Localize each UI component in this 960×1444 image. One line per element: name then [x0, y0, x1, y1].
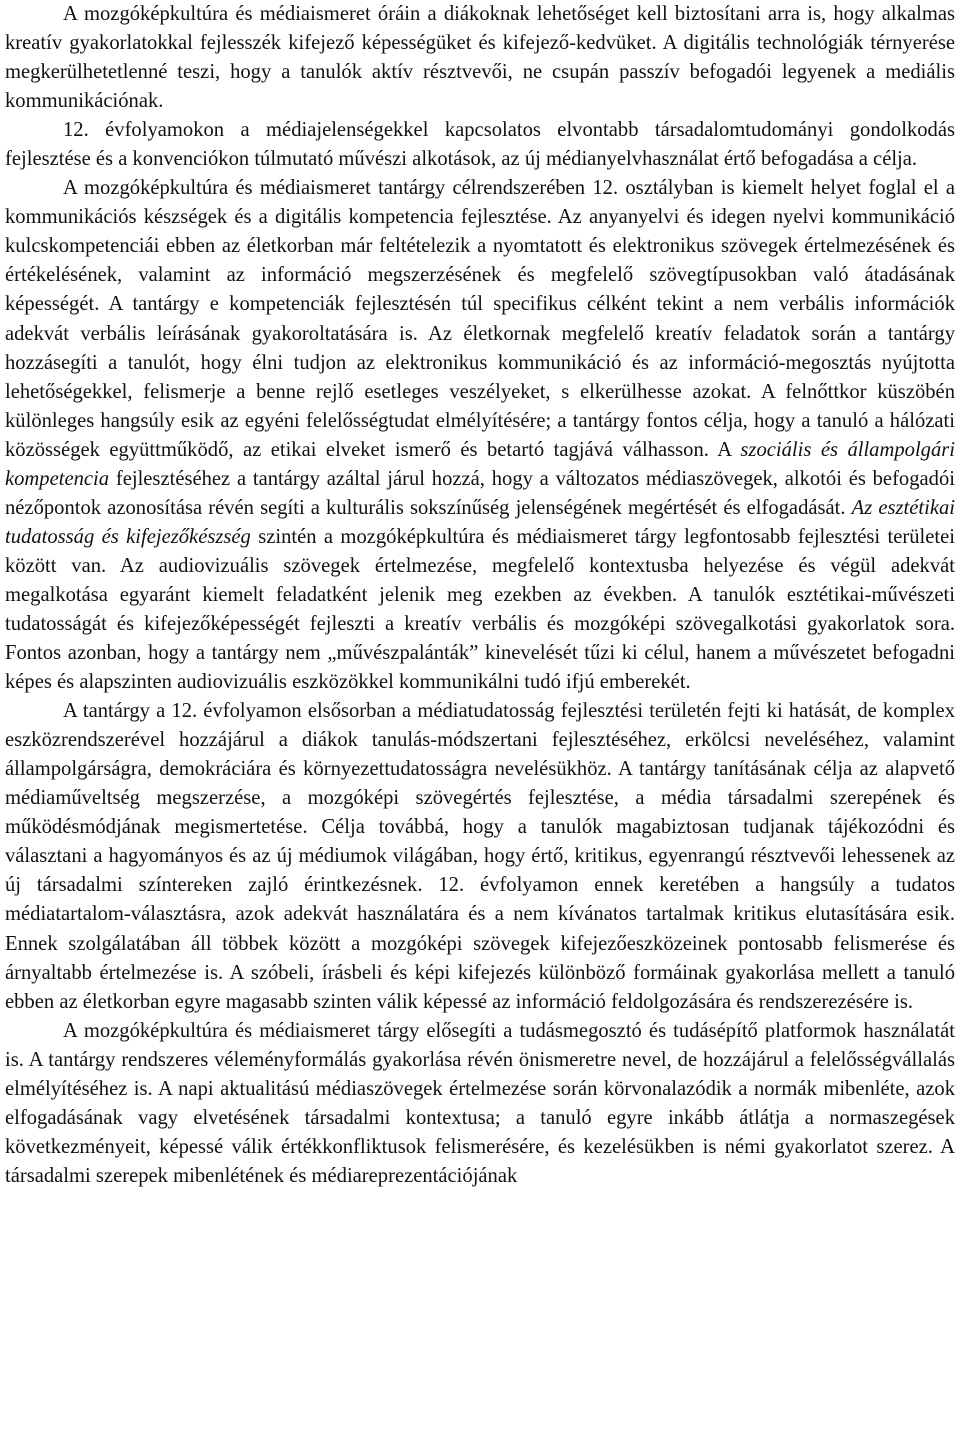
paragraph-3 [5, 174, 955, 697]
paragraph-4: A tantárgy a 12. évfolyamon elsősorban a médiatudatosság fejlesztési területén fejti ki hatását, de komplex eszközrendszerével hozzájárul a diákok tanulás-módszertani fejlesztéséhez, erkölcsi neveléséhez, valamint állampolgárságra, demokráciára és környezettudatosságra nevelésükhöz. A tantárgy tanításának célja az alapvető médiaműveltség megszerzése, a mozgóképi szövegértés fejlesztése, a média társadalmi szerepének és működésmódjának megismertetése. Célja továbbá, hogy a tanulók magabiztosan tudjanak tájékozódni és választani a hagyományos és az új médiumok világában, hogy értő, kritikus, egyenrangú résztvevői lehessenek az új társadalmi színtereken zajló érintkezésnek. 12. évfolyamon ennek keretében a hangsúly a tudatos médiatartalom-választásra, azok adekvát használatára és a nem kívánatos tartalmak kritikus elutasítására esik. Ennek szolgálatában áll többek között a mozgóképi szövegek kifejezőeszközeinek pontosabb felismerése és árnyaltabb értelmezése is. A szóbeli, írásbeli és képi kifejezés különböző formáinak gyakorlása mellett a tanuló ebben az életkorban egyre magasabb szinten válik képessé az információ feldolgozására és rendszerezésére is. [5, 700, 955, 1013]
paragraph-3-text-b: fejlesztéséhez a tantárgy azáltal járul hozzá, hogy a változatos médiaszövegek, alkotói és befogadói nézőpontok azonosítása révén segíti a kulturális sokszínűség jelenségének megértését és elfogadását. [5, 467, 955, 519]
paragraph-3-text-c: szintén a mozgóképkultúra és médiaismeret tárgy legfontosabb fejlesztési területei között van. Az audiovizuális szövegek értelmezése, megfelelő kontextusba helyezése és végül adekvát megalkotása egyaránt kiemelt feladatként jelenik meg ezekben az években. A tanulók esztétikai-művészeti tudatosságát és kifejezőképességét fejleszti a kreatív verbális és mozgóképi szövegalkotási gyakorlatok sora. Fontos azonban, hogy a tantárgy nem „művészpalánták” kinevelését tűzi ki célul, hanem a művészetet befogadni képes és alapszinten audiovizuális eszközökkel kommunikálni tudó ifjú emberekét. [5, 525, 955, 694]
key-competence-social-civic: szociális és állampolgári kompetencia [5, 438, 955, 490]
paragraph-3-text-a: A mozgóképkultúra és médiaismeret tantárgy célrendszerében 12. osztályban is kiemelt helyet foglal el a kommunikációs készségek és a digitális kompetencia fejlesztése. Az anyanyelvi és idegen nyelvi kommunikáció kulcskompetenciái ebben az életkorban már feltételezik a nyomtatott és elektronikus szövegek értelmezésének és értékelésének, valamint az információ megszerzésének és megfelelő szövegtípusokban való átadásának képességét. A tantárgy e kompetenciák fejlesztésén túl specifikus célként tekint a nem verbális információk adekvát verbális leírásának gyakoroltatására is. Az életkornak megfelelő kreatív feladatok során a tantárgy hozzásegíti a tanulót, hogy élni tudjon az elektronikus kommunikáció és az információ-megosztás nyújtotta lehetőségekkel, felismerje a benne rejlő esetleges veszélyeket, s elkerülhesse azokat. A felnőttkor küszöbén különleges hangsúly esik az egyéni felelősségtudat elmélyítésére; a tantárgy fontos célja, hogy a tanuló a hálózati közösségek együttműködő, az etikai elveket ismerő és betartó tagjává válhasson. A [5, 177, 955, 461]
paragraph-2: 12. évfolyamokon a médiajelenségekkel kapcsolatos elvontabb társadalomtudományi gondolkodás fejlesztése és a konvenciókon túlmutató művészi alkotások, az új médianyelvhasználat értő befogadása a célja. [5, 119, 955, 171]
key-competence-aesthetic: Az esztétikai tudatosság és kifejezőkészség [5, 496, 955, 548]
paragraph-1: A mozgóképkultúra és médiaismeret óráin a diákoknak lehetőséget kell biztosítani arra is, hogy alkalmas kreatív gyakorlatokkal fejlesszék kifejező képességüket és kifejező-kedvüket. A digitális technológiák térnyerése megkerülhetetlenné teszi, hogy a tanulók aktív résztvevői, ne csupán passzív befogadói legyenek a mediális kommunikációnak. [5, 3, 955, 113]
document-page [5, 0, 955, 1191]
paragraph-5: A mozgóképkultúra és médiaismeret tárgy elősegíti a tudásmegosztó és tudásépítő platformok használatát is. A tantárgy rendszeres véleményformálás gyakorlása révén önismeretre nevel, de hozzájárul a felelősségvállalás elmélyítéséhez is. A napi aktualitású médiaszövegek értelmezése során körvonalazódik a normák mibenléte, azok elfogadásának vagy elvetésének társadalmi kontextusa; a tanuló egyre inkább átlátja a normaszegések következményeit, képessé válik értékkonfliktusok felismerésére, és kezelésükben is némi gyakorlatot szerez. A társadalmi szerepek mibenlétének és médiareprezentációjának [5, 1019, 955, 1187]
